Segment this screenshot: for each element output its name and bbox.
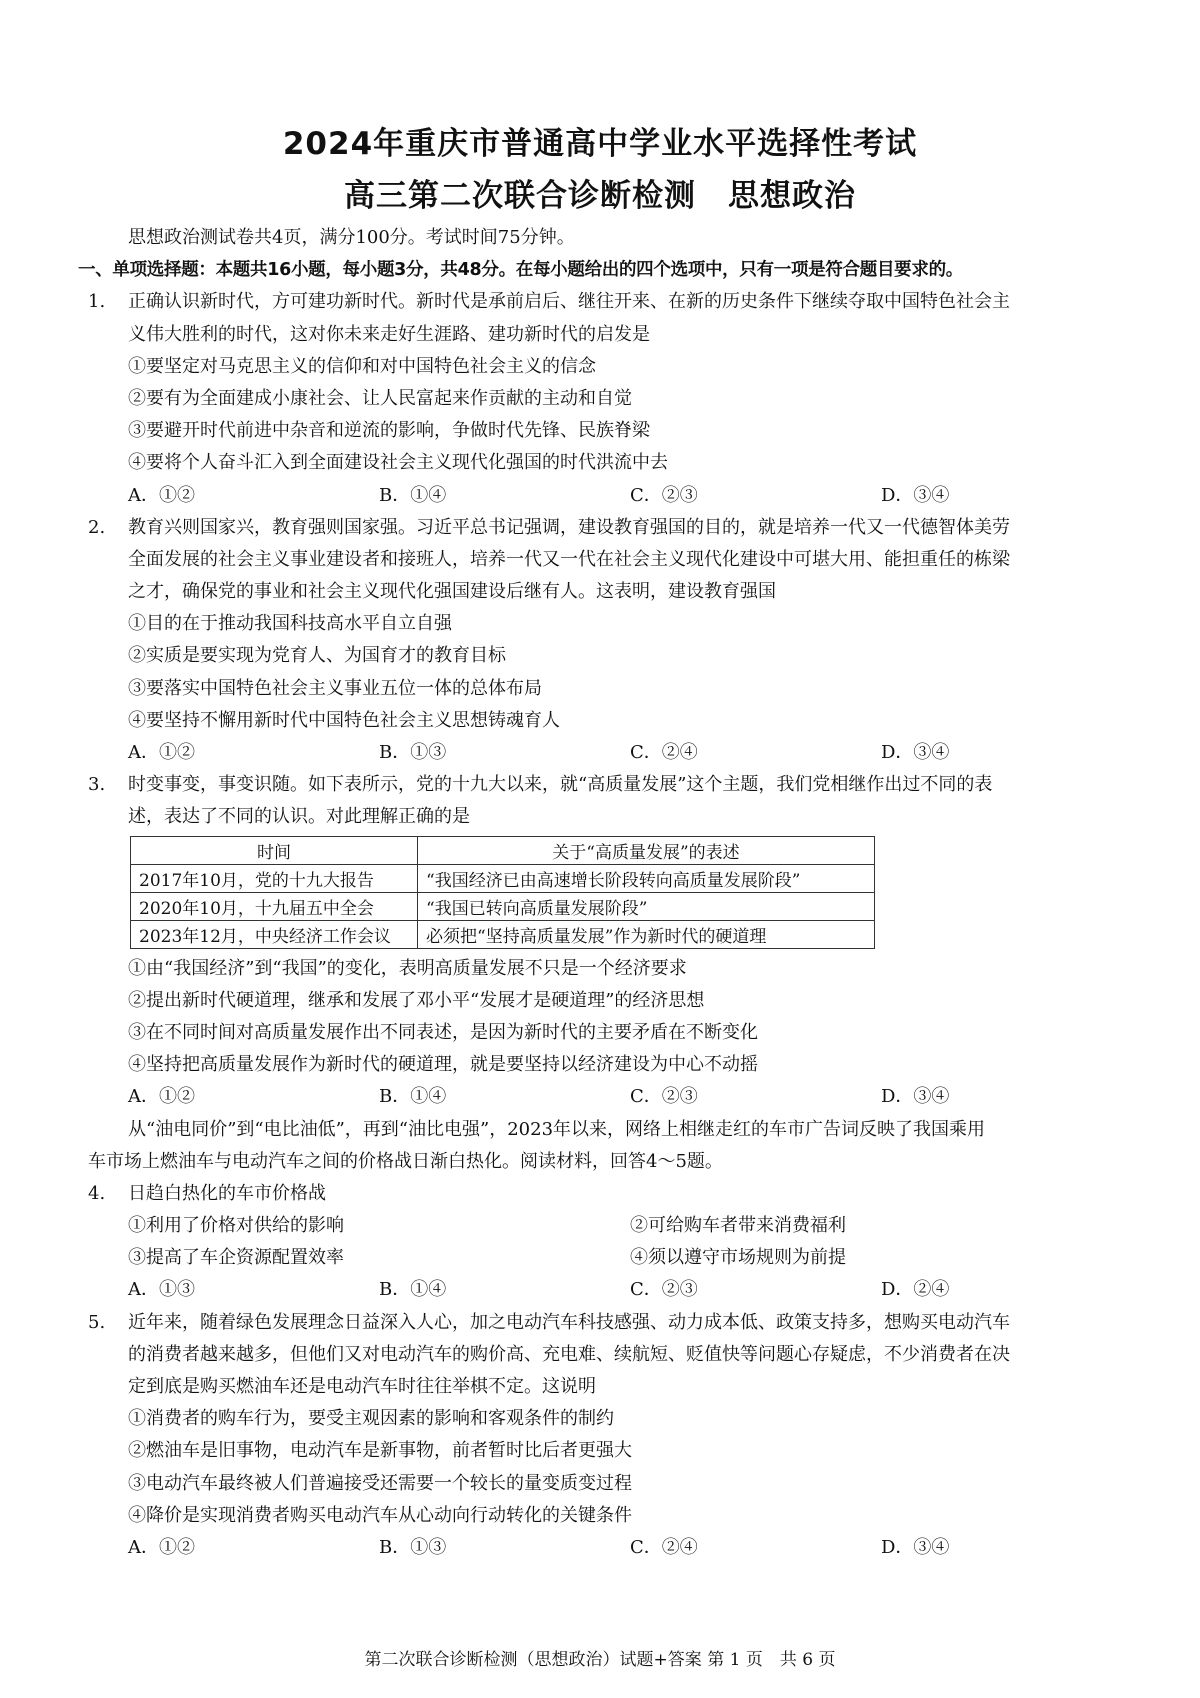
statement-row bbox=[88, 1242, 1132, 1274]
statement-item: ①目的在于推动我国科技高水平自立自强 bbox=[128, 613, 452, 635]
reading-material bbox=[88, 1114, 1132, 1178]
option-a: A．①② bbox=[128, 1536, 195, 1558]
question-number: 2. bbox=[88, 516, 106, 538]
question-3 bbox=[88, 769, 1132, 833]
statement-item: ①消费者的购车行为，要受主观因素的影响和客观条件的制约 bbox=[128, 1408, 614, 1430]
table-cell-statement: “我国已转向高质量发展阶段” bbox=[418, 892, 875, 920]
statement-item: ④坚持把高质量发展作为新时代的硬道理，就是要坚持以经济建设为中心不动摇 bbox=[128, 1054, 758, 1076]
question-stem-line: 之才，确保党的事业和社会主义现代化强国建设后继有人。这表明，建设教育强国 bbox=[128, 581, 776, 603]
statement-item: ①由“我国经济”到“我国”的变化，表明高质量发展不只是一个经济要求 bbox=[128, 957, 687, 979]
development-table bbox=[130, 836, 875, 949]
option-d: D．③④ bbox=[881, 1086, 950, 1108]
option-c: C．②④ bbox=[630, 742, 698, 763]
option-b: B．①③ bbox=[379, 1536, 447, 1558]
option-a: A．①② bbox=[128, 484, 195, 506]
answer-options bbox=[88, 480, 1132, 512]
statement-item: ③电动汽车最终被人们普遍接受还需要一个较长的量变质变过程 bbox=[128, 1472, 632, 1494]
option-a: A．①② bbox=[128, 742, 195, 763]
section-heading: 一、单项选择题：本题共16小题，每小题3分，共48分。在每小题给出的四个选项中，只有一项是符合题目要求的。 bbox=[78, 260, 963, 281]
answer-options bbox=[88, 1274, 1132, 1306]
question-number: 3. bbox=[88, 774, 106, 796]
option-d: D．③④ bbox=[881, 1536, 950, 1558]
statement-item: ②要有为全面建成小康社会、让人民富起来作贡献的主动和自觉 bbox=[128, 387, 632, 409]
option-c: C．②③ bbox=[630, 1086, 698, 1108]
question-number: 4. bbox=[88, 1182, 106, 1204]
question-5 bbox=[88, 1307, 1132, 1532]
question-1 bbox=[88, 286, 1132, 479]
exam-subtitle: 高三第二次联合诊断检测 思想政治 bbox=[344, 178, 856, 214]
table-cell-time: 2017年10月，党的十九大报告 bbox=[131, 864, 418, 892]
question-stem-line: 时变事变，事变识随。如下表所示，党的十九大以来，就“高质量发展”这个主题，我们党相继作出过不同的表 bbox=[128, 774, 993, 796]
answer-options bbox=[88, 1081, 1132, 1113]
statement-item: ③提高了车企资源配置效率 bbox=[128, 1247, 344, 1269]
question-stem-line: 近年来，随着绿色发展理念日益深入人心，加之电动汽车科技感强、动力成本低、政策支持多，想购买电动汽车 bbox=[128, 1311, 1010, 1333]
question-4 bbox=[88, 1178, 1132, 1210]
table-row bbox=[131, 864, 875, 892]
question-stem-line: 的消费者越来越多，但他们又对电动汽车的购价高、充电难、续航短、贬值快等问题心存疑虑，不少消费者在决 bbox=[128, 1343, 1010, 1365]
table-cell-time: 2023年12月，中央经济工作会议 bbox=[131, 920, 418, 948]
exam-title: 2024年重庆市普通高中学业水平选择性考试 bbox=[282, 126, 918, 162]
table-row bbox=[131, 920, 875, 948]
option-b: B．①③ bbox=[379, 742, 447, 763]
material-line: 从“油电同价”到“电比油低”，再到“油比电强”，2023年以来，网络上相继走红的车市广告词反映了我国乘用 bbox=[128, 1118, 986, 1140]
statement-item: ③在不同时间对高质量发展作出不同表述，是因为新时代的主要矛盾在不断变化 bbox=[128, 1021, 758, 1043]
option-b: B．①④ bbox=[379, 484, 447, 506]
option-b: B．①④ bbox=[379, 1086, 447, 1108]
question-stem-line: 全面发展的社会主义事业建设者和接班人，培养一代又一代在社会主义现代化建设中可堪大用、能担重任的栋梁 bbox=[128, 548, 1010, 570]
option-a: A．①② bbox=[128, 1086, 195, 1108]
exam-intro: 思想政治测试卷共4页，满分100分。考试时间75分钟。 bbox=[128, 227, 575, 248]
table-header-time: 时间 bbox=[131, 836, 418, 864]
option-c: C．②④ bbox=[630, 1536, 698, 1558]
question-stem-line: 义伟大胜利的时代，这对你未来走好生涯路、建功新时代的启发是 bbox=[128, 323, 650, 345]
option-c: C．②③ bbox=[630, 1279, 698, 1301]
answer-options bbox=[88, 737, 1132, 769]
option-c: C．②③ bbox=[630, 484, 698, 506]
option-d: D．③④ bbox=[881, 742, 950, 763]
statement-item: ③要避开时代前进中杂音和逆流的影响，争做时代先锋、民族脊梁 bbox=[128, 420, 650, 442]
option-a: A．①③ bbox=[128, 1279, 195, 1301]
statement-item: ④要将个人奋斗汇入到全面建设社会主义现代化强国的时代洪流中去 bbox=[128, 452, 668, 474]
question-2 bbox=[88, 512, 1132, 737]
question-stem-line: 日趋白热化的车市价格战 bbox=[128, 1182, 326, 1204]
answer-options bbox=[88, 1532, 1132, 1564]
option-d: D．②④ bbox=[881, 1279, 950, 1301]
statement-item: ④要坚持不懈用新时代中国特色社会主义思想铸魂育人 bbox=[128, 709, 560, 731]
table-cell-statement: 必须把“坚持高质量发展”作为新时代的硬道理 bbox=[418, 920, 875, 948]
question-stem-line: 述，表达了不同的认识。对此理解正确的是 bbox=[128, 806, 470, 828]
option-d: D．③④ bbox=[881, 484, 950, 506]
material-line: 车市场上燃油车与电动汽车之间的价格战日渐白热化。阅读材料，回答4～5题。 bbox=[88, 1150, 723, 1172]
statement-item: ④须以遵守市场规则为前提 bbox=[630, 1247, 846, 1269]
statement-item: ④降价是实现消费者购买电动汽车从心动向行动转化的关键条件 bbox=[128, 1504, 632, 1526]
statement-row bbox=[88, 1210, 1132, 1242]
statement-item: ②提出新时代硬道理，继承和发展了邓小平“发展才是硬道理”的经济思想 bbox=[128, 989, 705, 1011]
statement-item: ②实质是要实现为党育人、为国育才的教育目标 bbox=[128, 645, 506, 667]
page-footer: 第二次联合诊断检测（思想政治）试题+答案 第 1 页 共 6 页 bbox=[364, 1650, 836, 1670]
question-stem-line: 定到底是购买燃油车还是电动汽车时往往举棋不定。这说明 bbox=[128, 1376, 596, 1397]
table-cell-time: 2020年10月，十九届五中全会 bbox=[131, 892, 418, 920]
statement-item: ②可给购车者带来消费福利 bbox=[630, 1215, 846, 1237]
statement-item: ②燃油车是旧事物，电动汽车是新事物，前者暂时比后者更强大 bbox=[128, 1440, 632, 1462]
statement-item: ①要坚定对马克思主义的信仰和对中国特色社会主义的信念 bbox=[128, 355, 596, 377]
exam-body bbox=[78, 222, 1132, 1564]
question-stem-line: 教育兴则国家兴，教育强则国家强。习近平总书记强调，建设教育强国的目的，就是培养一代又一代德智体美劳 bbox=[128, 516, 1010, 538]
table-row bbox=[131, 892, 875, 920]
table-header-statement: 关于“高质量发展”的表述 bbox=[418, 836, 875, 864]
statement-item: ①利用了价格对供给的影响 bbox=[128, 1215, 344, 1237]
question-number: 5. bbox=[88, 1311, 106, 1333]
question-number: 1. bbox=[88, 291, 106, 313]
table-cell-statement: “我国经济已由高速增长阶段转向高质量发展阶段” bbox=[418, 864, 875, 892]
question-stem-line: 正确认识新时代，方可建功新时代。新时代是承前启后、继往开来、在新的历史条件下继续夺取中国特色社会主 bbox=[128, 291, 1010, 313]
option-b: B．①④ bbox=[379, 1279, 447, 1301]
statement-item: ③要落实中国特色社会主义事业五位一体的总体布局 bbox=[128, 677, 542, 699]
